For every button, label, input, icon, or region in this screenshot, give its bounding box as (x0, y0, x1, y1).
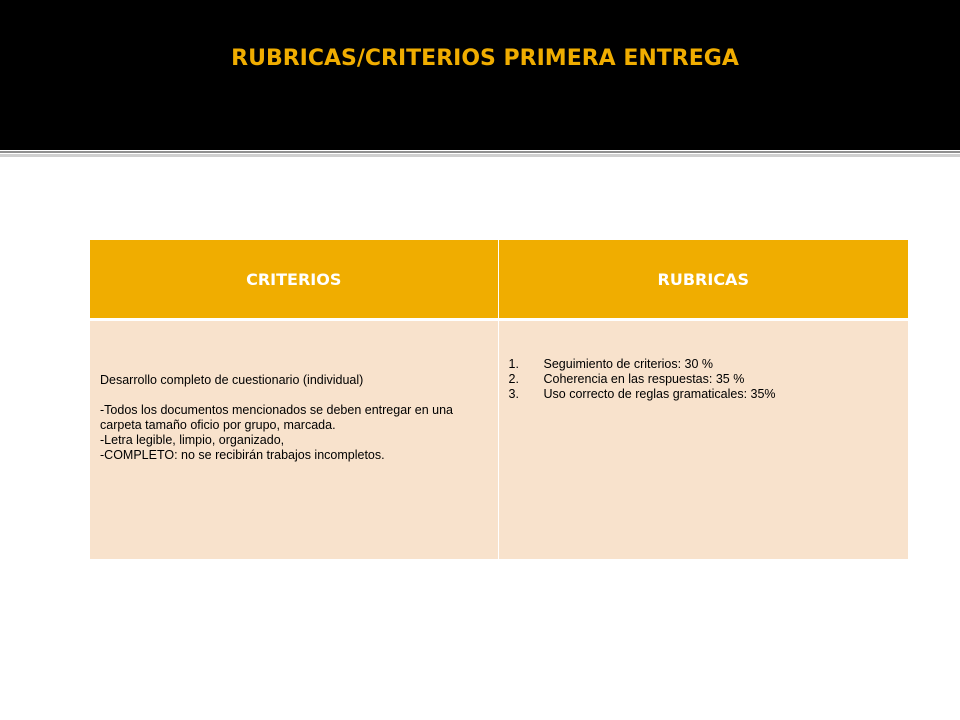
rubricas-cell (498, 320, 908, 560)
list-item-text: Seguimiento de criterios: 30 % (543, 357, 714, 371)
list-item-text: Coherencia en las respuestas: 35 % (543, 372, 745, 386)
criterio-line: -COMPLETO: no se recibirán trabajos incompletos. (100, 448, 385, 462)
title-bar (0, 0, 960, 150)
list-item-number: 1. (508, 357, 519, 371)
header-rubricas: RUBRICAS (498, 240, 908, 320)
list-item-text: Uso correcto de reglas gramaticales: 35% (543, 387, 776, 401)
list-item (509, 372, 899, 387)
title-divider (0, 151, 960, 153)
slide-title: RUBRICAS/CRITERIOS PRIMERA ENTREGA (231, 46, 739, 71)
criterios-cell (90, 320, 498, 560)
criterio-line: -Todos los documentos mencionados se deben entregar en una carpeta tamaño oficio por grupo, marcada. (100, 403, 454, 432)
criterio-line: Desarrollo completo de cuestionario (individual) (100, 373, 364, 387)
list-item (509, 387, 899, 402)
list-item-number: 3. (508, 387, 519, 401)
title-divider-shadow (0, 154, 960, 157)
list-item-number: 2. (508, 372, 519, 386)
criterio-line: -Letra legible, limpio, organizado, (100, 433, 285, 447)
table-row (90, 320, 908, 560)
rubricas-list (509, 357, 899, 402)
header-criterios: CRITERIOS (90, 240, 498, 320)
list-item (509, 357, 899, 372)
table-header-row (90, 240, 908, 320)
rubric-table (90, 240, 908, 559)
